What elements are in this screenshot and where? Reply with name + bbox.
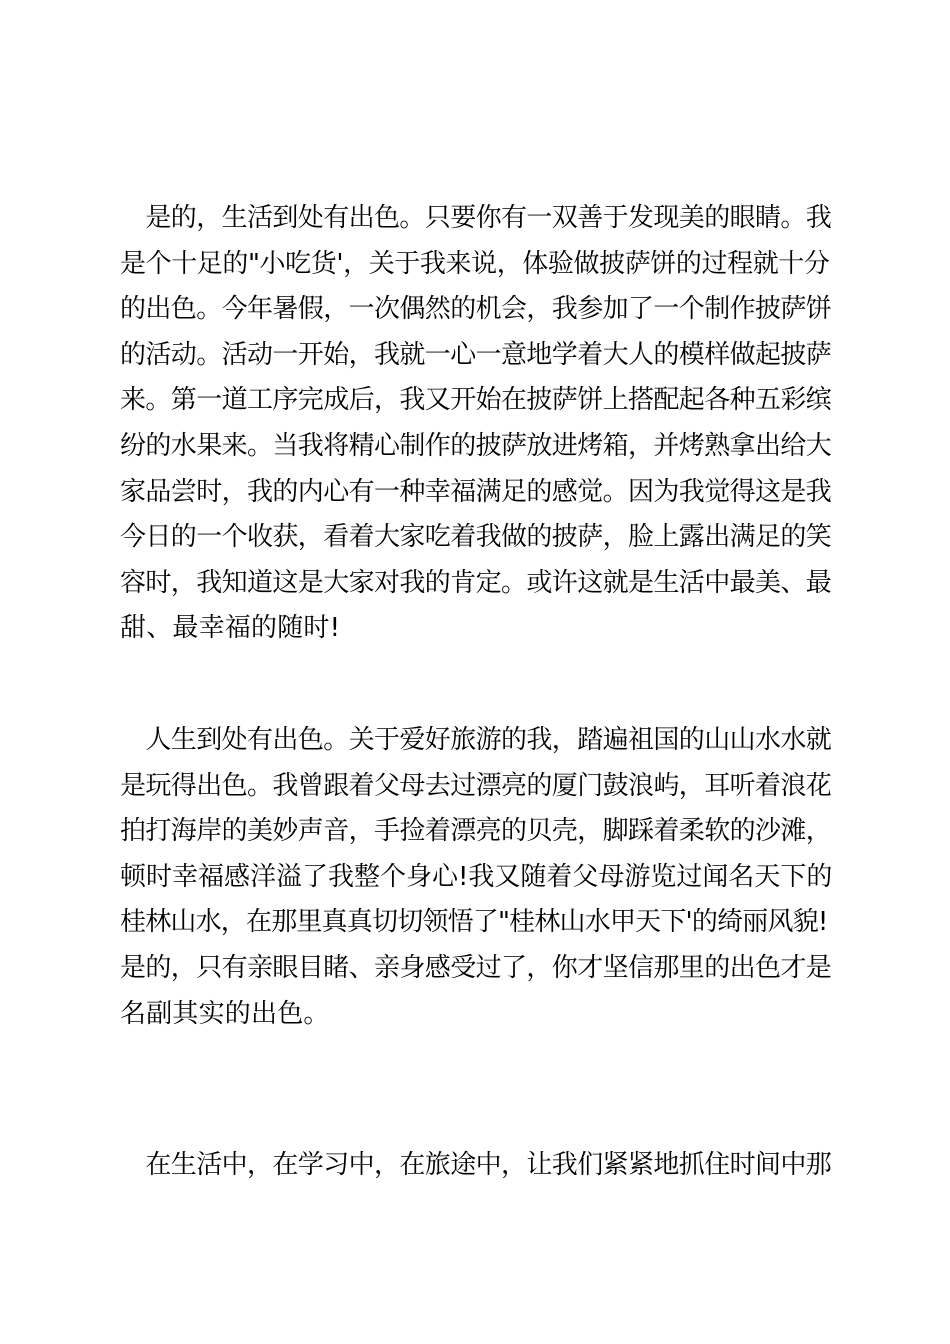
text-line: 的活动。活动一开始，我就一心一意地学着大人的模样做起披萨 [120,339,832,370]
text-line: 容时，我知道这是大家对我的肯定。或许这就是生活中最美、最 [120,567,832,598]
text-line: 名副其实的出色。 [120,998,330,1029]
text-line: 是的，生活到处有出色。只要你有一双善于发现美的眼睛。我 [120,203,832,233]
text-line: 的出色。今年暑假，一次偶然的机会，我参加了一个制作披萨饼 [120,294,832,325]
text-line: 甜、最幸福的随时! [120,613,341,644]
text-line: 今日的一个收获，看着大家吃着我做的披萨，脸上露出满足的笑 [120,522,832,553]
text-line: 人生到处有出色。关于爱好旅游的我，踏遍祖国的山山水水就 [120,725,832,755]
paragraph-conclusion [120,1143,832,1189]
text-line: 在生活中，在学习中，在旅途中，让我们紧紧地抓住时间中那 [120,1150,832,1180]
text-line: 是个十足的"小吃货'，关于我来说，体验做披萨饼的过程就十分 [120,248,830,279]
text-line: 桂林山水，在那里真真切切领悟了"桂林山水甲天下'的绮丽风貌! [120,907,828,938]
text-line: 拍打海岸的美妙声音，手捡着漂亮的贝壳，脚踩着柔软的沙滩， [120,816,832,847]
text-line: 是玩得出色。我曾跟着父母去过漂亮的厦门鼓浪屿，耳听着浪花 [120,770,832,801]
text-line: 家品尝时，我的内心有一种幸福满足的感觉。因为我觉得这是我 [120,476,832,507]
text-line: 纷的水果来。当我将精心制作的披萨放进烤箱，并烤熟拿出给大 [120,430,832,461]
text-line: 是的，只有亲眼目睹、亲身感受过了，你才坚信那里的出色才是 [120,952,832,983]
text-line: 来。第一道工序完成后，我又开始在披萨饼上搭配起各种五彩缤 [120,385,832,416]
paragraph-pizza [120,196,832,652]
text-line: 顿时幸福感洋溢了我整个身心!我又随着父母游览过闻名天下的 [120,861,833,892]
paragraph-travel [120,718,832,1037]
